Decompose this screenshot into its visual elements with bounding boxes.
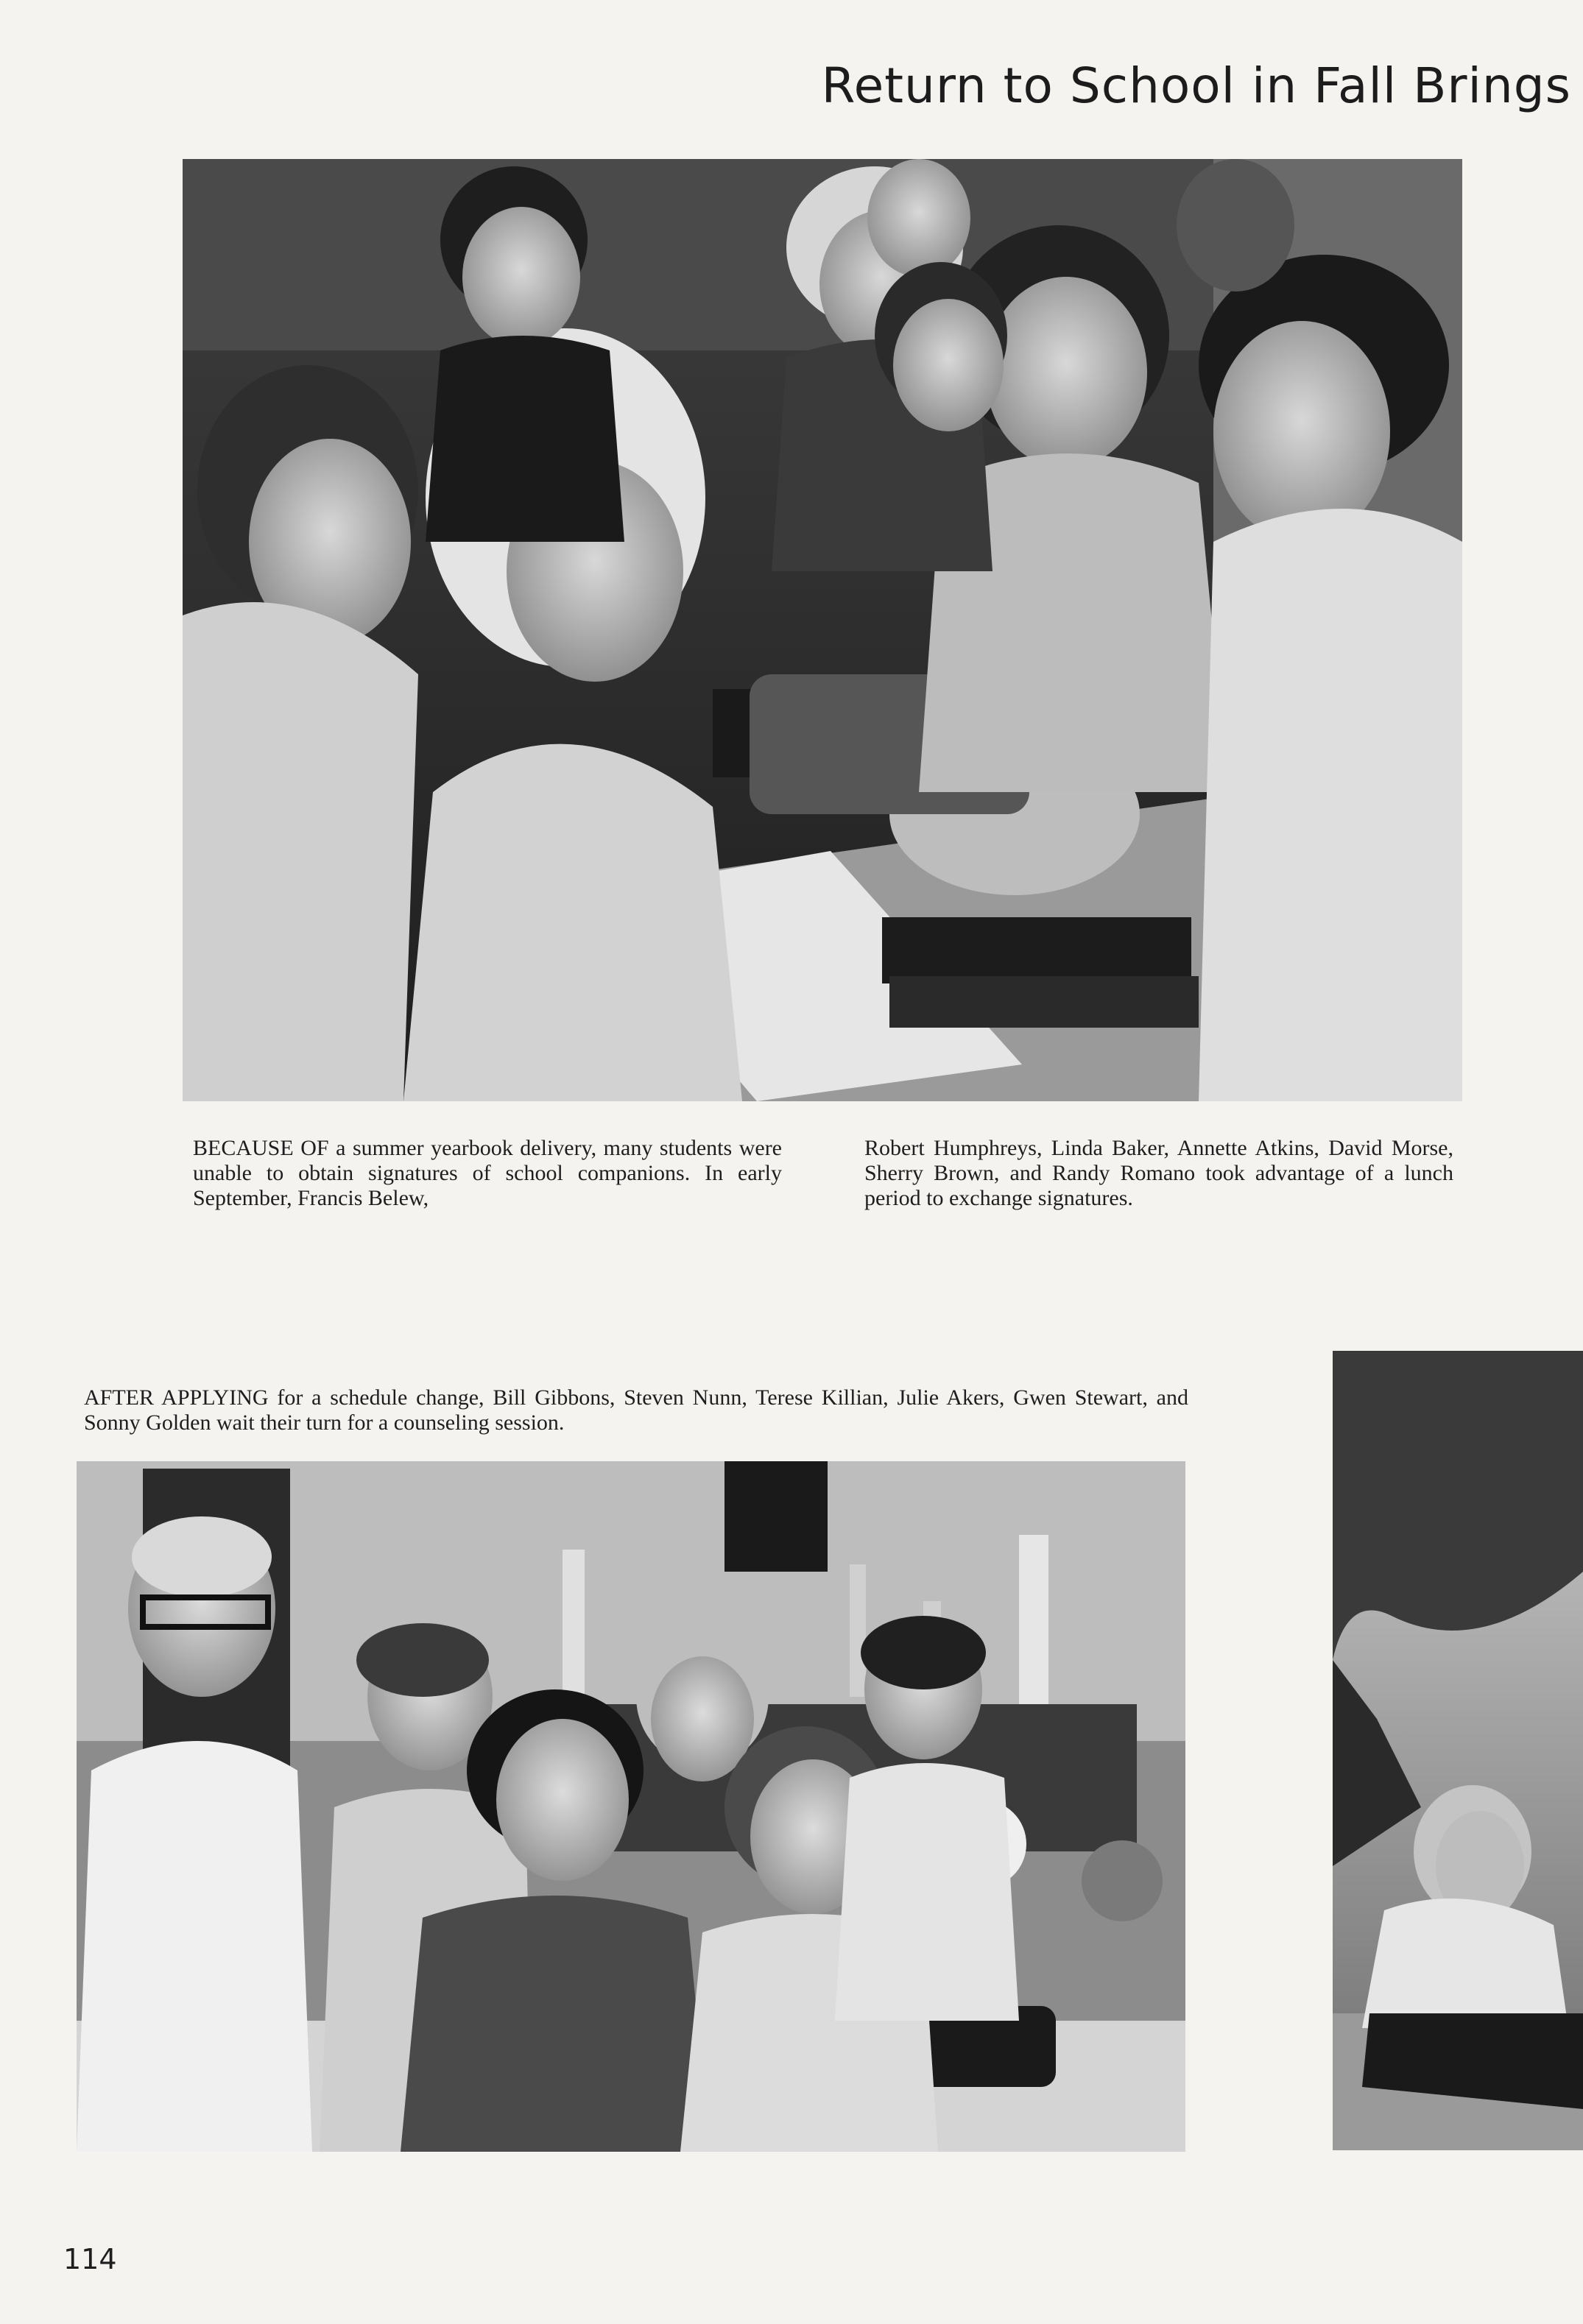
yearbook-signing-photo <box>183 159 1462 1101</box>
counseling-caption <box>84 1385 1188 1435</box>
photo-image <box>1333 1351 1583 2150</box>
page-number: 114 <box>63 2243 117 2275</box>
photo-image <box>77 1461 1185 2152</box>
page-headline: Return to School in Fall Brings <box>821 57 1571 114</box>
counseling-caption-lead: AFTER APPLYING <box>84 1385 269 1410</box>
counseling-caption-text: for a schedule change, Bill Gibbons, Steven Nunn, Terese Killian, Julie Akers, Gwen Stewart, and Sonny Golden wait their turn for a counseling session. <box>84 1385 1189 1435</box>
counseling-wait-photo <box>77 1461 1185 2152</box>
lunch-caption-text: a summer yearbook delivery, many students were unable to obtain signatures of school companions. In early September, Francis Belew, <box>193 1136 782 1210</box>
photo-image <box>183 159 1462 1101</box>
lunch-caption-lead: BECAUSE OF <box>193 1136 329 1160</box>
student-outdoors-photo <box>1333 1351 1583 2150</box>
lunch-caption-left <box>193 1136 782 1211</box>
lunch-caption-right: Robert Humphreys, Linda Baker, Annette Atkins, David Morse, Sherry Brown, and Randy Romano took advantage of a lunch period to exchange signatures. <box>864 1136 1453 1210</box>
